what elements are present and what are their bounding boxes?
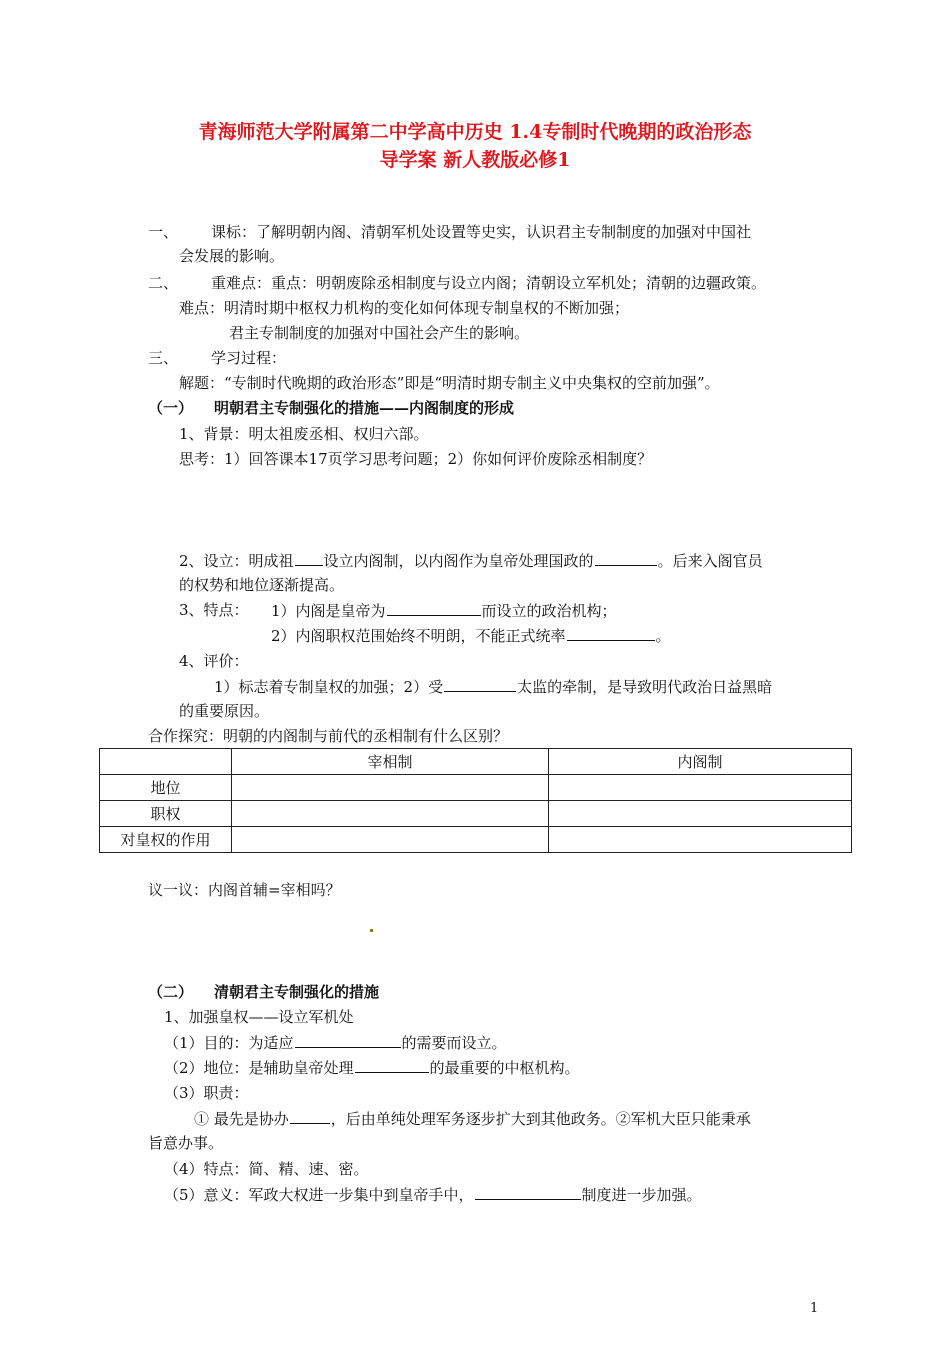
blank-3[interactable]: [387, 600, 481, 616]
significance-line: [164, 1184, 702, 1205]
establish-text-c: 。后来入阁官员: [657, 552, 763, 570]
section-number-1: 一、: [148, 223, 179, 241]
think-question: 思考：1）回答课本17页学习思考问题；2）你如何评价废除丞相制度？: [179, 450, 653, 468]
table-cell[interactable]: [232, 775, 549, 801]
blank-5[interactable]: [444, 676, 516, 692]
feature-2: [271, 625, 671, 646]
part-number-1: （一）: [148, 399, 194, 417]
duty-a: ① 最先是协办: [194, 1110, 289, 1128]
table-row-label: 职权: [100, 801, 232, 827]
blank-6[interactable]: [295, 1032, 401, 1048]
feature-2-a: 2）内阁职权范围始终不明朗，不能正式统率: [271, 627, 566, 645]
feature-2-b: 。: [655, 627, 671, 645]
table-cell[interactable]: [549, 827, 852, 853]
discussion: 议一议：内阁首辅=宰相吗？: [148, 881, 341, 899]
status-a: （2）地位：是辅助皇帝处理: [164, 1059, 354, 1077]
table-cell[interactable]: [232, 827, 549, 853]
blank-8[interactable]: [290, 1108, 330, 1124]
evaluation-label: 4、评价：: [179, 652, 249, 670]
establish-line: [179, 550, 763, 571]
table-header-cell: 宰相制: [232, 749, 549, 775]
topic-explanation: 解题：“专制时代晚期的政治形态”即是“明清时期专制主义中央集权的空前加强”。: [179, 374, 720, 392]
blank-9[interactable]: [475, 1184, 581, 1200]
duty-line: [194, 1108, 751, 1129]
page-number: 1: [810, 1301, 819, 1316]
significance-b: 制度进一步加强。: [581, 1186, 702, 1204]
background: 1、背景：明太祖废丞相、权归六部。: [179, 425, 429, 443]
table-row-label: 地位: [100, 775, 232, 801]
doc-title-line2: 导学案 新人教版必修1: [379, 149, 571, 171]
table-header-row: [100, 749, 852, 775]
table-row: [100, 775, 852, 801]
duty-b: ，后由单纯处理军务逐步扩大到其他政务。②军机大臣只能秉承: [330, 1110, 751, 1128]
status-line: [164, 1057, 580, 1078]
feature-1: [271, 600, 617, 621]
item-1: 1、加强皇权——设立军机处: [164, 1008, 354, 1026]
comparison-table: [99, 748, 852, 853]
key-points: 重难点：重点：明朝废除丞相制度与设立内阁；清朝设立军机处；清朝的边疆政策。: [211, 274, 767, 292]
duty-cont: 旨意办事。: [148, 1134, 224, 1152]
curriculum-standard-cont: 会发展的影响。: [179, 247, 285, 265]
duty-label: （3）职责：: [164, 1084, 249, 1102]
blank-1[interactable]: [295, 550, 323, 566]
feature-1-b: 而设立的政治机构；: [481, 602, 617, 620]
table-header-cell: 内阁制: [549, 749, 852, 775]
features-2: （4）特点：简、精、速、密。: [164, 1160, 369, 1178]
table-cell[interactable]: [549, 801, 852, 827]
table-row: [100, 801, 852, 827]
learning-process: 学习过程：: [211, 349, 287, 367]
establish-text-b: 设立内阁制，以内阁作为皇帝处理国政的: [323, 552, 594, 570]
part-heading-2: 清朝君主专制强化的措施: [214, 983, 380, 1001]
evaluation-cont: 的重要原因。: [179, 702, 270, 720]
difficulty-cont: 君主专制制度的加强对中国社会产生的影响。: [229, 324, 530, 342]
purpose-line: [164, 1032, 507, 1053]
curriculum-standard: 课标：了解明朝内阁、清朝军机处设置等史实，认识君主专制制度的加强对中国社: [211, 223, 752, 241]
purpose-a: （1）目的：为适应: [164, 1034, 294, 1052]
difficulty: 难点：明清时期中枢权力机构的变化如何体现专制皇权的不断加强；: [179, 299, 630, 317]
doc-title-line1: 青海师范大学附属第二中学高中历史 1.4专制时代晚期的政治形态: [198, 121, 752, 143]
table-header-cell: [100, 749, 232, 775]
purpose-b: 的需要而设立。: [401, 1034, 507, 1052]
section-number-3: 三、: [148, 349, 179, 367]
blank-7[interactable]: [355, 1057, 429, 1073]
blank-4[interactable]: [567, 625, 655, 641]
blank-2[interactable]: [595, 550, 657, 566]
stray-mark: [370, 929, 373, 932]
significance-a: （5）意义：军政大权进一步集中到皇帝手中，: [164, 1186, 474, 1204]
section-number-2: 二、: [148, 274, 179, 292]
evaluation-line: [214, 676, 772, 697]
cooperative-inquiry: 合作探究：明朝的内阁制与前代的丞相制有什么区别？: [148, 727, 509, 745]
establish-text-a: 2、设立：明成祖: [179, 552, 294, 570]
establish-cont: 的权势和地位逐渐提高。: [179, 576, 345, 594]
table-row-label: 对皇权的作用: [100, 827, 232, 853]
part-heading-1: 明朝君主专制强化的措施——内阁制度的形成: [214, 399, 515, 417]
evaluation-a: 1）标志着专制皇权的加强；2）受: [214, 678, 444, 696]
table-cell[interactable]: [549, 775, 852, 801]
status-b: 的最重要的中枢机构。: [429, 1059, 580, 1077]
features-label: 3、特点：: [179, 601, 249, 619]
evaluation-b: 太监的牵制，是导致明代政治日益黑暗: [517, 678, 773, 696]
part-number-2: （二）: [148, 983, 194, 1001]
table-row: [100, 827, 852, 853]
feature-1-a: 1）内阁是皇帝为: [271, 602, 386, 620]
table-cell[interactable]: [232, 801, 549, 827]
